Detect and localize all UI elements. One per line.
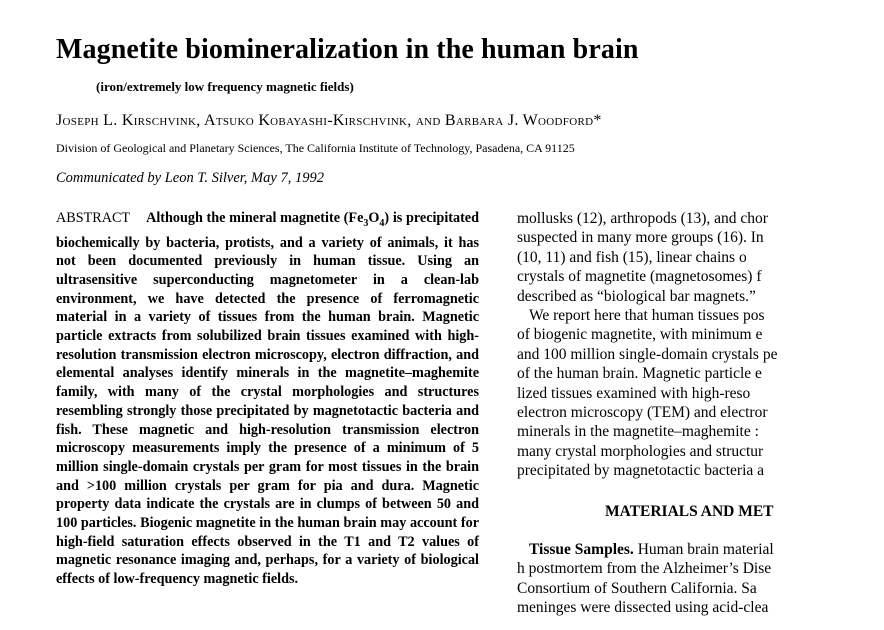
paper-title: Magnetite biomineralization in the human brain <box>56 34 639 65</box>
body-line: (10, 11) and fish (15), linear chains o <box>517 248 747 266</box>
tissue-samples-label: Tissue Samples. <box>529 540 634 558</box>
body-line <box>517 540 807 559</box>
body-line: of the human brain. Magnetic particle e <box>517 365 762 383</box>
right-column <box>517 209 807 617</box>
body-line: described as “biological bar magnets.” <box>517 287 756 305</box>
section-heading: MATERIALS AND MET <box>605 503 774 521</box>
body-line: many crystal morphologies and structur <box>517 442 764 460</box>
body-line: and 100 million single-domain crystals pe <box>517 345 778 363</box>
body-line: lized tissues examined with high-reso <box>517 384 751 402</box>
tissue-samples-text: Human brain material <box>637 540 774 558</box>
body-line: Consortium of Southern California. Sa <box>517 579 757 597</box>
body-line: of biogenic magnetite, with minimum e <box>517 326 763 344</box>
abstract <box>56 209 479 589</box>
keywords: (iron/extremely low frequency magnetic fields) <box>96 79 354 94</box>
body-line: We report here that human tissues pos <box>529 306 765 324</box>
body-line: h postmortem from the Alzheimer’s Dise <box>517 560 772 578</box>
body-line: suspected in many more groups (16). In <box>517 229 764 247</box>
body-line: mollusks (12), arthropods (13), and chor <box>517 210 768 227</box>
body-line: precipitated by magnetotactic bacteria a <box>517 462 765 480</box>
body-line: minerals in the magnetite–maghemite : <box>517 423 759 441</box>
body-line: crystals of magnetite (magnetosomes) f <box>517 268 762 286</box>
communicated-by: Communicated by Leon T. Silver, May 7, 1992 <box>56 170 324 186</box>
abstract-text: Although the mineral magnetite $(Fe_3O_4)$ is precipitated biochemically by bacteria, protists, and a variety of animals, it has not been documented previously in human tissue. Using an ultrasensitive superconducting magnetometer in a clean-lab environment, we have detected the presence of ferromagnetic material in a variety of tissues from the human brain. Magnetic particle extracts from solubilized brain tissues examined with high-resolution transmission electron microscopy, electron diffraction, and elemental analyses identify minerals in the magnetite–maghemite family, with many of the crystal morphologies and structures resembling strongly those precipitated by magnetotactic bacteria and fish. These magnetic and high-resolution transmission electron microscopy measurements imply the presence of a minimum of 5 million single-domain crystals per gram for most tissues in the brain and >100 million crystals per gram for pia and dura. Magnetic property data indicate the crystals are in clumps of between 50 and 100 particles. Biogenic magnetite in the human brain may account for high-field saturation effects observed in the T1 and T2 values of magnetic resonance imaging and, perhaps, for a variety of biological effects of low-frequency magnetic fields. <box>56 210 479 588</box>
body-line: electron microscopy (TEM) and electror <box>517 403 768 421</box>
author-list: Joseph L. Kirschvink, Atsuko Kobayashi-Kirschvink, and Barbara J. Woodford* <box>56 112 602 129</box>
body-line: meninges were dissected using acid-clea <box>517 599 769 617</box>
abstract-label: ABSTRACT <box>56 210 131 226</box>
affiliation: Division of Geological and Planetary Sciences, The California Institute of Technology, Pasadena, CA 91125 <box>56 141 575 155</box>
